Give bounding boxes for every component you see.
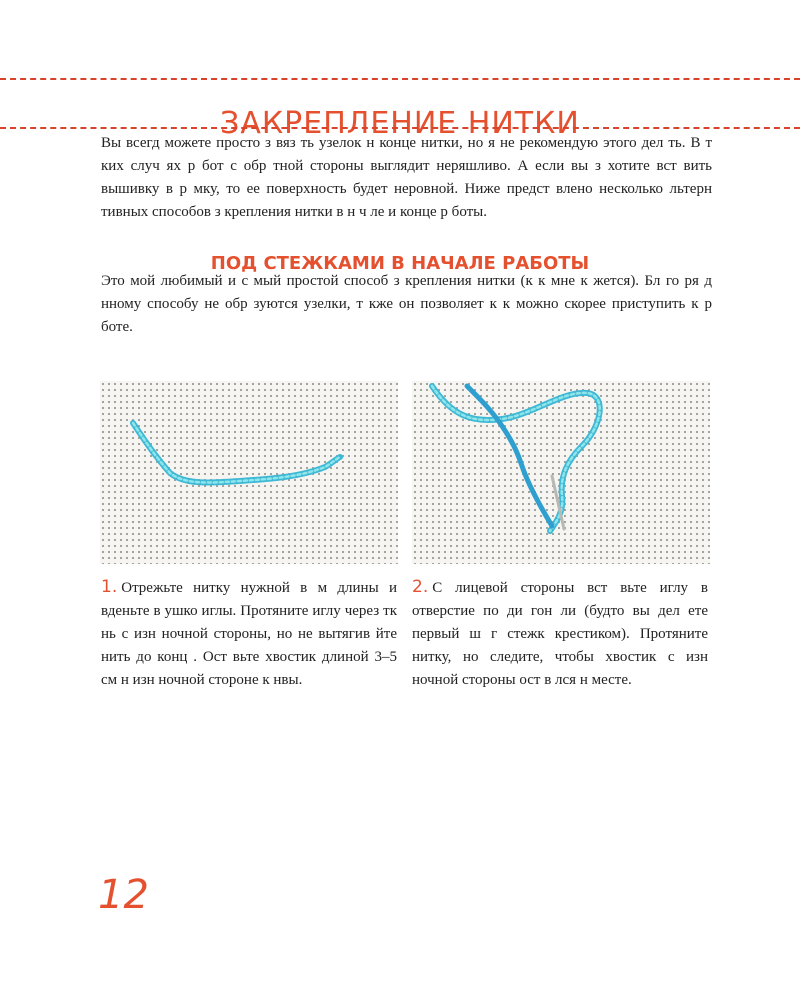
header-top-divider: [0, 78, 800, 80]
section-paragraph: Это мой любимый и с мый простой способ з крепления нитки (к к мне к жется). Бл го ря д нному способу не обр зуются узелки, т кже он позволяет к к можно скорее приступить к р боте.: [101, 273, 712, 335]
step-1-number: 1.: [101, 577, 118, 597]
needle-and-thread-illustration: [412, 381, 710, 564]
step-2-number: 2.: [412, 577, 429, 597]
step-2-description: С лицевой стороны вст вьте иглу в отверстие по ди гон ли (будто вы дел ете первый ш г стежк крестиком). Протяните нитку, но следите, чтобы хвостик с изн ночной стороны ост в лся н месте.: [412, 580, 708, 688]
intro-paragraph: Вы всегд можете просто з вяз ть узелок н конце нитки, но я не рекомендую этого дел ть. В т ких случ ях р бот с обр тной стороны выглядит неряшливо. А если вы з хотите вст вить вышивку в р мку, то ее поверхность будет неровной. Ниже предст влено несколько льтерн тивных способов з крепления нитки в н ч ле и конце р боты.: [101, 135, 712, 220]
header-bottom-divider: [0, 127, 800, 129]
page-title: ЗАКРЕПЛЕНИЕ НИТКИ: [220, 106, 580, 142]
page-number: 12: [98, 872, 149, 918]
step-2-photo: [412, 381, 710, 564]
step-2-text: [412, 576, 708, 692]
step-1-text: [101, 576, 397, 692]
step-1-photo: [100, 381, 398, 564]
thread-tail-illustration: [100, 381, 398, 564]
section-heading: ПОД СТЕЖКАМИ В НАЧАЛЕ РАБОТЫ: [210, 252, 590, 274]
step-1-description: Отрежьте нитку нужной в м длины и вденьте в ушко иглы. Протяните иглу через тк нь с изн ночной стороны, но не вытягив йте нить до конц . Ост вьте хвостик длиной 3–5 см н изн ночной стороне к нвы.: [101, 580, 397, 688]
